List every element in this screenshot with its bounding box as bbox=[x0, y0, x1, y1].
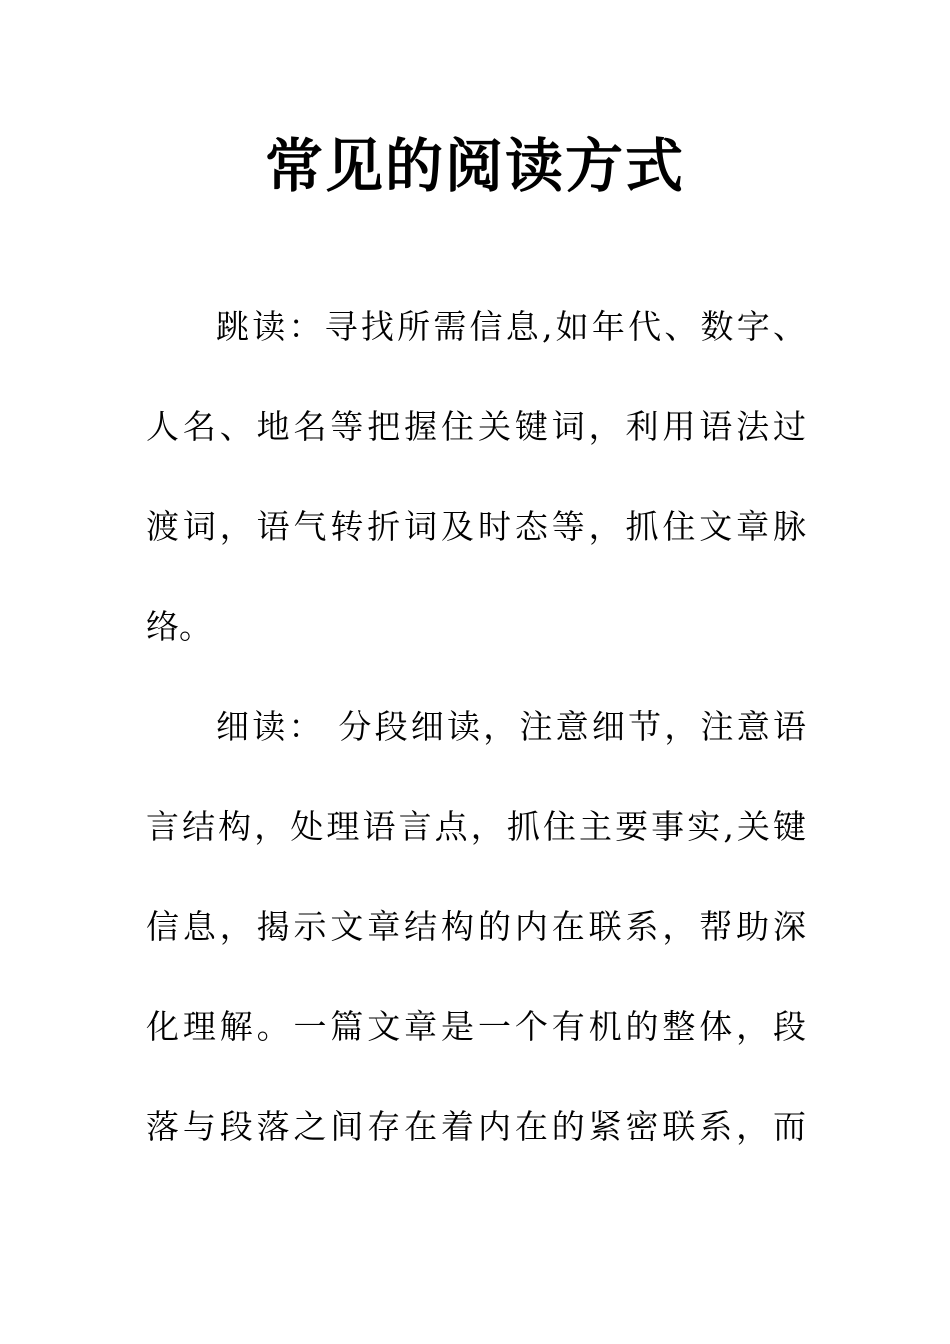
paragraph-line: 落与段落之间存在着内在的紧密联系，而 bbox=[146, 1107, 806, 1146]
paragraph-line: 跳读：寻找所需信息,如年代、数字、 bbox=[216, 307, 806, 346]
paragraph-line: 言结构，处理语言点，抓住主要事实,关键 bbox=[146, 807, 806, 846]
paragraph-line: 络。 bbox=[146, 607, 212, 646]
paragraph-line: 细读： 分段细读，注意细节，注意语 bbox=[216, 707, 806, 746]
paragraph-line: 信息，揭示文章结构的内在联系，帮助深 bbox=[146, 907, 806, 946]
document-title: 常见的阅读方式 bbox=[264, 132, 685, 200]
paragraph-line: 人名、地名等把握住关键词，利用语法过 bbox=[146, 407, 806, 446]
paragraph-line: 渡词，语气转折词及时态等，抓住文章脉 bbox=[146, 507, 806, 546]
paragraph-line: 化理解。一篇文章是一个有机的整体，段 bbox=[146, 1007, 806, 1046]
